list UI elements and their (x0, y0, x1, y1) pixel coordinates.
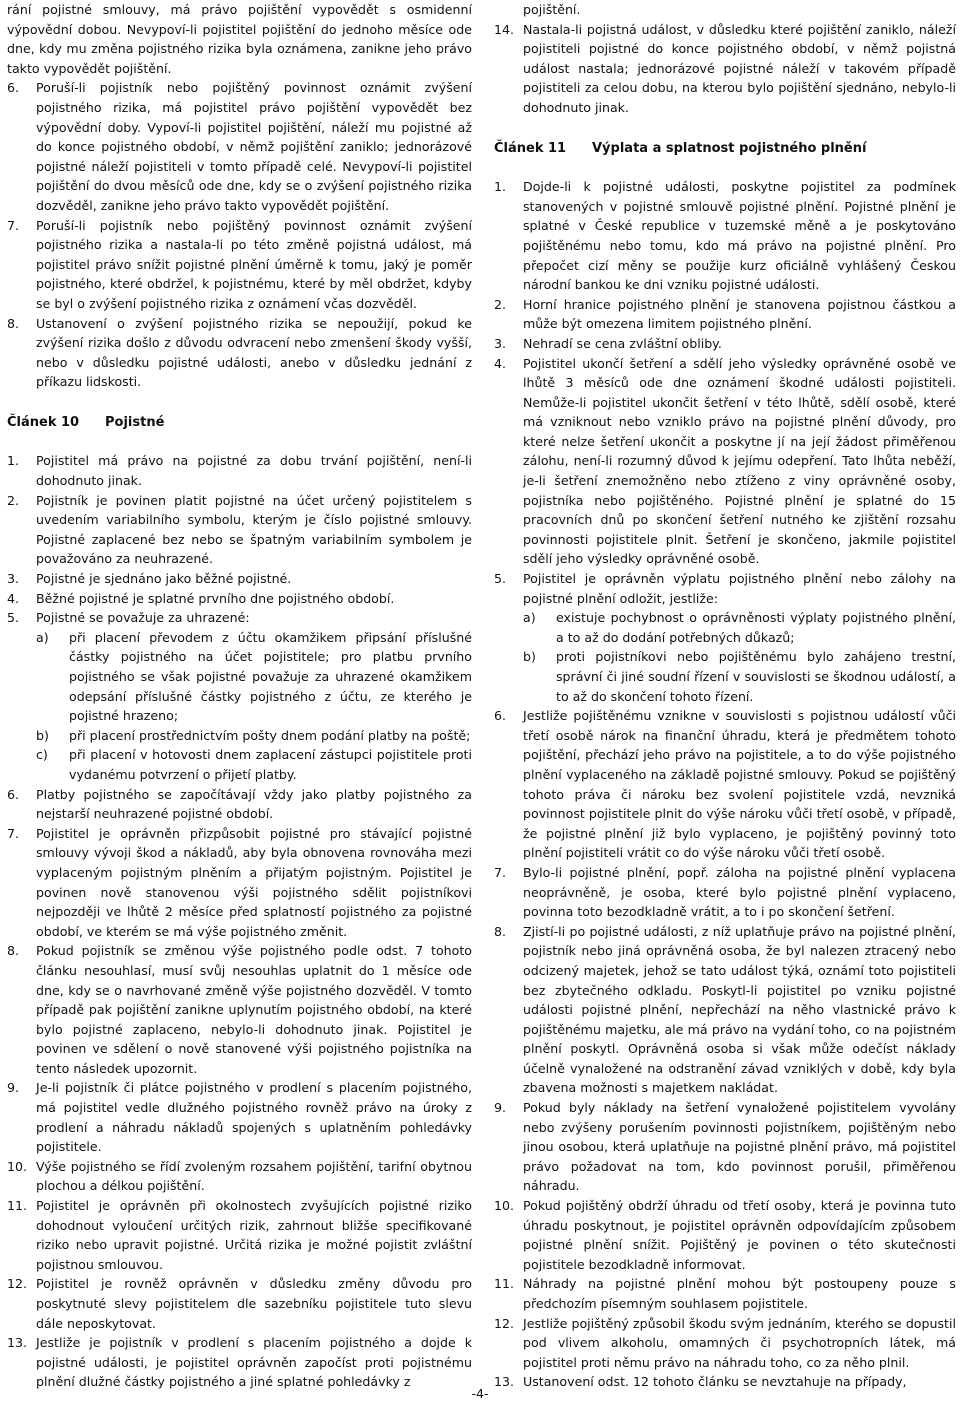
item-text: Platby pojistného se započítávají vždy jako platby pojistného za nejstarší neuhrazené pojistné období. (36, 786, 472, 822)
item-text: Jestliže je pojistník v prodlení s placením pojistného a dojde k pojistné události, je pojistitel oprávněn započíst proti pojistnému plnění dlužné částky pojistného a jiné splatné pohledávky z (36, 1335, 472, 1390)
sub-list-item (523, 608, 956, 647)
list-item (494, 922, 956, 1098)
item-number: 1. (494, 179, 507, 195)
list-item (494, 354, 956, 570)
item-text: Pokud pojištěný obdrží úhradu od třetí osoby, která je povinna tuto úhradu poskytnout, je pojistitel oprávněn odpovídajícím způsobem pojistné plnění snížit. Pojištěný je povinen o této skutečnosti pojistitele bezodkladně informovat. (523, 1198, 956, 1272)
item-text: Ustanovení o zvýšení pojistného rizika se nepoužijí, pokud ke zvýšení rizika došlo z důvodu odvracení nebo zmenšení škody vyšší, nebo v důsledku pojistné události, anebo v důsledku jednání z příkazu lidskosti. (36, 315, 472, 390)
sub-list-item (36, 628, 472, 726)
sublist-article-11-item-5 (523, 608, 956, 706)
item-number: 5. (7, 610, 20, 626)
list-item (7, 785, 472, 824)
item-number: 11. (494, 1276, 515, 1292)
item-number: 12. (7, 1276, 28, 1292)
list-item (7, 1274, 472, 1333)
list-article-10 (7, 451, 472, 627)
item-text: Pojistník je povinen platit pojistné na účet určený pojistitelem s uvedením variabilního symbolu, kterým je číslo pojistné smlouvy. Pojistné zaplacené bez nebo se špatným variabilním symbolem je považováno za neuhrazené. (36, 492, 472, 567)
item-text: Náhrady na pojistné plnění mohou být postoupeny pouze s předchozím písemným souhlasem pojistitele. (523, 1276, 956, 1311)
list-item (494, 569, 956, 608)
item-number: 13. (494, 1374, 515, 1390)
item-number: a) (523, 610, 536, 626)
item-text: Pojistné se považuje za uhrazené: (36, 610, 250, 626)
item-text: existuje pochybnost o oprávněnosti výplaty pojistného plnění, a to až do dodání potřebných důkazů; (556, 610, 956, 645)
list-item (7, 1196, 472, 1274)
item-text: Pokud pojistník se změnou výše pojistného podle odst. 7 tohoto článku nesouhlasí, musí svůj nesouhlas uplatnit do 1 měsíce ode dne, kdy se o navrhované změně výše pojistného dozvěděl. V tomto případě pak pojištění zanikne uplynutím pojistného období, na které bylo pojistné zaplaceno, nebylo-li dohodnuto jinak. Pojistitel je povinen ve sdělení o nově stanovené výši pojistného pojistníka na tento následek upozornit. (36, 943, 472, 1076)
list-item (7, 1157, 472, 1196)
item-text: Poruší-li pojistník nebo pojištěný povinnost oznámit zvýšení pojistného rizika a nastala-li po této změně pojistná událost, má pojistitel právo snížit pojistné plnění úměrně k tomu, jaký je poměr pojistného, které obdržel, k pojistnému, které by měl obdržet, kdyby se byl o zvýšení pojistného rizika z oznámení včas dozvěděl. (36, 217, 472, 311)
page-number: -4- (471, 1386, 489, 1401)
sub-list-item (36, 745, 472, 784)
list-item (7, 491, 472, 569)
item-text: Pojistitel je oprávněn přizpůsobit pojistné pro stávající pojistné smlouvy vývoji škod a nákladů, aby byla obnovena rovnováha mezi vyplaceným pojistným plněním a přijatým pojistným. Pojistitel je povinen nově stanovenou výši pojistného sdělit pojistníkovi nejpozději ve lhůtě 2 měsíce před splatností pojistného za pojistné období, ve kterém se má výše pojistného změnit. (36, 825, 472, 939)
continued-paragraph: rání pojistné smlouvy, má právo pojištění vypovědět s osmidenní výpovědní dobou. Nevypoví-li pojistitel pojištění do jednoho měsíce ode dne, kdy mu změna pojistného rizika byla oznámena, zanikne jeho právo takto vypovědět pojištění. (7, 2, 472, 76)
list-item (7, 1078, 472, 1156)
article-title: Pojistné (105, 414, 165, 430)
item-text: Pojistné je sjednáno jako běžné pojistné. (36, 571, 292, 587)
item-text: Zjistí-li po pojistné události, z níž uplatňuje právo na pojistné plnění, pojistník nebo jiná oprávněná osoba, že byl nalezen ztracený nebo odcizený majetek, jehož se tato událost týká, oznámí toto pojistiteli bez zbytečného odkladu. Poskytl-li pojistitel po vzniku pojistné události pojistné plnění, nepřechází na něho vlastnické právo k pojištěnému majetku, ale má právo na vydání toho, co na pojistném plnění poskytl. Oprávněná osoba si však může odečíst náklady účelně vynaložené na odstranění závad vzniklých v době, kdy byla zbavena možnosti s majetkem nakládat. (523, 923, 956, 1096)
item-number: 12. (494, 1315, 515, 1331)
item-text: Ustanovení odst. 12 tohoto článku se nevztahuje na případy, (523, 1374, 907, 1390)
item-number: 14. (494, 21, 515, 37)
item-number: 6. (7, 786, 20, 802)
item-text: Pokud byly náklady na šetření vynaložené pojistitelem vyvolány nebo zvýšeny porušením povinnosti pojistníkem, pojištěným nebo jinou osobou, která uplatňuje na pojistné plnění právo, má pojistitel právo požadovat na tom, kdo povinnost porušil, přiměřenou náhradu. (523, 1100, 956, 1194)
item-number: c) (36, 747, 48, 763)
left-column (7, 0, 472, 1392)
item-number: 8. (7, 315, 20, 331)
item-text: Výše pojistného se řídí zvoleným rozsahem pojištění, tarifní obytnou plochou a délkou pojištění. (36, 1158, 472, 1194)
item-number: 7. (7, 217, 20, 233)
item-number: 9. (494, 1100, 507, 1116)
item-number: 3. (7, 571, 20, 587)
list-item (7, 608, 472, 628)
list-article-9-end (7, 78, 472, 392)
item-number: 10. (494, 1198, 515, 1214)
list-item (494, 334, 956, 354)
list-article-11 (494, 177, 956, 608)
list-item (494, 1314, 956, 1373)
right-column (494, 0, 956, 1392)
item-text: proti pojistníkovi nebo pojištěnému bylo zahájeno trestní, správní či jiné soudní řízení v souvislosti se škodnou událostí, a to až do skončení tohoto řízení. (556, 649, 956, 704)
item-number: 8. (7, 943, 20, 959)
list-item (7, 78, 472, 215)
list-item (7, 1333, 472, 1392)
list-item (494, 295, 956, 334)
item-text: při placení v hotovosti dnem zaplacení zástupci pojistitele proti vydanému potvrzení o přijetí platby. (69, 747, 472, 782)
item-number: 1. (7, 453, 20, 469)
item-number: 4. (7, 590, 20, 606)
list-item (494, 863, 956, 922)
list-item (7, 569, 472, 589)
item-number: 7. (494, 864, 507, 880)
sub-list-item (36, 726, 472, 746)
item-text: Nastala-li pojistná událost, v důsledku které pojištění zaniklo, náleží pojistiteli pojistné do konce pojistného období, v němž pojistná událost nastala; jednorázové pojistné náleží v takovém případě pojistiteli za celou dobu, na kterou bylo pojištění sjednáno, nebylo-li dohodnuto jinak. (523, 21, 956, 115)
item-number: 2. (7, 492, 20, 508)
item-number: a) (36, 629, 49, 645)
list-item (494, 1274, 956, 1313)
item-number: 8. (494, 923, 507, 939)
item-text: Horní hranice pojistného plnění je stanovena pojistnou částkou a může být omezena limitem pojistného plnění. (523, 296, 956, 332)
item-text: Nehradí se cena zvláštní obliby. (523, 335, 722, 351)
item-text: Pojistitel má právo na pojistné za dobu trvání pojištění, není-li dohodnuto jinak. (36, 453, 472, 489)
item-text: Jestliže pojištěnému vznikne v souvislosti s pojistnou událostí vůči třetí osobě nárok na finanční úhradu, která je předmětem tohoto pojištění, přechází jeho právo na pojistitele, a to do výše pojistného plnění vyplaceného na základě pojistné smlouvy. Pokud se pojištěný tohoto práva či nároku bez svolení pojistitele vzdá, nevzniká povinnost pojistitele plnit do výše nároku vůči třetí osobě, v případě, že pojistné plnění již bylo vyplaceno, je pojištěný povinný toto plnění pojistiteli vrátit co do výše nároku vůči třetí osobě. (523, 708, 956, 861)
item-number: 4. (494, 355, 507, 371)
item-number: 9. (7, 1080, 20, 1096)
list-item (7, 824, 472, 942)
list-item (7, 314, 472, 392)
item-number: b) (523, 649, 536, 665)
list-article-10-continued (7, 785, 472, 1392)
list-item (494, 177, 956, 295)
list-article-10-end (494, 20, 956, 118)
item-text: Pojistitel je rovněž oprávněn v důsledku změny důvodu pro poskytnuté slevy pojistitelem dle sazebníku pojistitele tuto slevu dále neposkytovat. (36, 1276, 472, 1331)
item-text: Poruší-li pojistník nebo pojištěný povinnost oznámit zvýšení pojistného rizika, má pojistitel právo pojištění vypovědět bez výpovědní doby. Vypoví-li pojistitel pojištění, náleží mu pojistné až do konce pojistného období, v němž pojištění zaniklo; jednorázové pojistné náleží pojistiteli v tomto případě celé. Nevypoví-li pojistitel pojištění do dvou měsíců ode dne, kdy se o zvýšení pojistného rizika dozvěděl, zanikne jeho právo takto vypovědět pojištění. (36, 80, 472, 213)
item-number: 3. (494, 335, 507, 351)
sublist-article-10-item-5 (36, 628, 472, 785)
item-text: Jestliže pojištěný způsobil škodu svým jednáním, kterého se dopustil pod vlivem alkoholu, omamných či psychotropních látek, má pojistitel proti němu právo na náhradu toho, co za něho plnil. (523, 1315, 956, 1370)
item-text: při placení prostřednictvím pošty dnem podání platby na poště; (69, 727, 471, 743)
list-item (494, 1196, 956, 1274)
item-text: Pojistitel ukončí šetření a sdělí jeho výsledky oprávněné osobě ve lhůtě 3 měsíců ode dne oznámení škodné události pojistiteli. Nemůže-li pojistitel ukončit šetření v této lhůtě, sdělí osobě, které má vzniknout nebo vzniklo právo na pojistné plnění důvody, pro které nelze šetření ukončit a poskytne jí na její žádost přiměřenou zálohu, není-li rozumný důvod k jejímu odepření. Tato lhůta neběží, je-li šetření znemožněno nebo ztíženo z viny oprávněné osoby, pojistníka nebo pojištěného. Pojistné plnění je splatné do 15 pracovních dnů po skončení šetření nutného ke zjištění rozsahu povinnosti pojistitele plnit. Šetření je skončeno, jakmile pojistitel sdělí jeho výsledky oprávněné osobě. (523, 355, 956, 567)
item-number: 5. (494, 571, 507, 587)
article-11-heading (494, 139, 956, 159)
article-number: Článek 10 (7, 414, 80, 430)
item-text: Běžné pojistné je splatné prvního dne pojistného období. (36, 590, 395, 606)
list-item (7, 589, 472, 609)
item-text: Je-li pojistník či plátce pojistného v prodlení s placením pojistného, má pojistitel vedle dlužného pojistného rovněž právo na úroky z prodlení a náhradu nákladů spojených s uplatněním pohledávky pojistitele. (36, 1080, 472, 1155)
item-text: Bylo-li pojistné plnění, popř. záloha na pojistné plnění vyplacena neoprávněně, je osoba, které bylo pojistné plnění vyplaceno, povinna toto bezodkladně vrátit, a to i po skončení šetření. (523, 864, 956, 920)
list-article-11-continued (494, 706, 956, 1392)
list-item (494, 20, 956, 118)
item-text: Pojistitel je oprávněn při okolnostech zvyšujících pojistné riziko dohodnout vyloučení určitých rizik, zahrnout bližše specifikované riziko nebo upravit pojistné. Určitá rizika je možné pojistit zvláštní pojistnou smlouvou. (36, 1198, 472, 1272)
item-number: 11. (7, 1198, 28, 1214)
list-item (494, 1098, 956, 1196)
article-title: Výplata a splatnost pojistného plnění (592, 140, 867, 156)
list-item (7, 941, 472, 1078)
item-number: 10. (7, 1158, 28, 1174)
continued-paragraph: pojištění. (523, 2, 581, 17)
item-number: 2. (494, 296, 507, 312)
article-10-heading (7, 413, 472, 433)
item-number: 7. (7, 825, 20, 841)
item-text: Dojde-li k pojistné události, poskytne pojistitel za podmínek stanovených v pojistné smlouvě pojistné plnění. Pojistné plnění je splatné v České republice v tuzemské měně a je poskytováno pojištěnému nebo tomu, kdo má právo na pojistné plnění. Pro přepočet cizí měny se použije kurz oficiálně vyhlášený Českou národní bankou ke dni vzniku pojistné události. (523, 179, 956, 293)
item-number: 6. (494, 708, 507, 724)
list-item (7, 451, 472, 490)
item-text: při placení převodem z účtu okamžikem připsání příslušné částky pojistného na účet pojistitele; pro platbu prvního pojistného se však pojistné považuje za uhrazené okamžikem odepsání příslušné částky pojistného z účtu, ze kterého je pojistné hrazeno; (69, 629, 472, 724)
item-number: 6. (7, 80, 20, 96)
item-number: b) (36, 727, 49, 743)
article-number: Článek 11 (494, 140, 567, 156)
list-item (7, 216, 472, 314)
list-item (494, 706, 956, 863)
item-text: Pojistitel je oprávněn výplatu pojistného plnění nebo zálohy na pojistné plnění odložit, jestliže: (523, 571, 956, 606)
item-number: 13. (7, 1335, 28, 1351)
sub-list-item (523, 647, 956, 706)
